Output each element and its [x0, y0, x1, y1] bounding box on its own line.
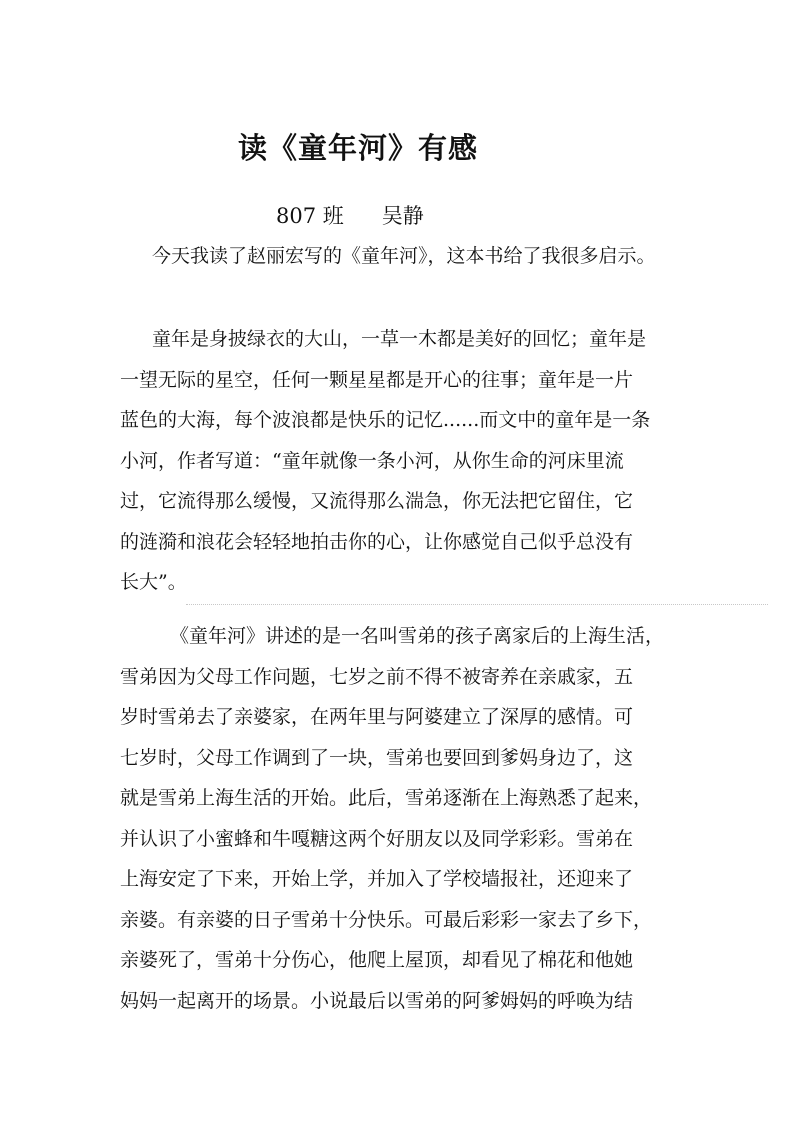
text-line: 妈妈一起离开的场景。小说最后以雪弟的阿爹姆妈的呼唤为结 [120, 989, 634, 1012]
page-title: 读《童年河》有感 [238, 131, 479, 165]
text-line: 的涟漪和浪花会轻轻地拍击你的心，让你感觉自己似乎总没有 [120, 530, 634, 553]
text-line: 亲婆死了，雪弟十分伤心，他爬上屋顶，却看见了棉花和他她 [120, 949, 634, 971]
text-line: 今天我读了赵丽宏写的《童年河》，这本书给了我很多启示。 [152, 245, 656, 267]
dotted-divider [186, 604, 768, 605]
paragraph-childhood-river [120, 319, 682, 603]
text-line: 岁时雪弟去了亲婆家，在两年里与阿婆建立了深厚的感情。可 [120, 706, 634, 728]
paragraph-story-summary [120, 616, 682, 1021]
paragraph-intro [120, 236, 682, 277]
text-line: 亲婆。有亲婆的日子雪弟十分快乐。可最后彩彩一家去了乡下， [120, 908, 653, 931]
text-line: 雪弟因为父母工作问题，七岁之前不得不被寄养在亲戚家，五 [120, 665, 634, 688]
text-line: 并认识了小蜜蜂和牛嘎糖这两个好朋友以及同学彩彩。雪弟在 [120, 827, 634, 850]
byline [276, 200, 424, 230]
text-line: 《童年河》讲述的是一名叫雪弟的孩子离家后的上海生活， [170, 625, 665, 647]
text-line: 过，它流得那么缓慢，又流得那么湍急，你无法把它留住，它 [120, 490, 634, 512]
text-line: 就是雪弟上海生活的开始。此后，雪弟逐渐在上海熟悉了起来， [120, 787, 653, 809]
text-line: 小河，作者写道：“童年就像一条小河，从你生命的河床里流 [120, 449, 624, 472]
text-line: 长大”。 [120, 571, 187, 593]
text-line: 上海安定了下来，开始上学，并加入了学校墙报社，还迎来了 [120, 868, 634, 890]
text-line: 七岁时，父母工作调到了一块，雪弟也要回到爹妈身边了，这 [120, 746, 634, 769]
author-name: 吴静 [381, 204, 424, 228]
text-line: 一望无际的星空，任何一颗星星都是开心的往事；童年是一片 [120, 368, 634, 391]
class-label: 807 班 [276, 204, 344, 228]
text-line: 童年是身披绿衣的大山，一草一木都是美好的回忆；童年是 [152, 328, 647, 350]
text-line: 蓝色的大海，每个波浪都是快乐的记忆......而文中的童年是一条 [120, 409, 651, 431]
